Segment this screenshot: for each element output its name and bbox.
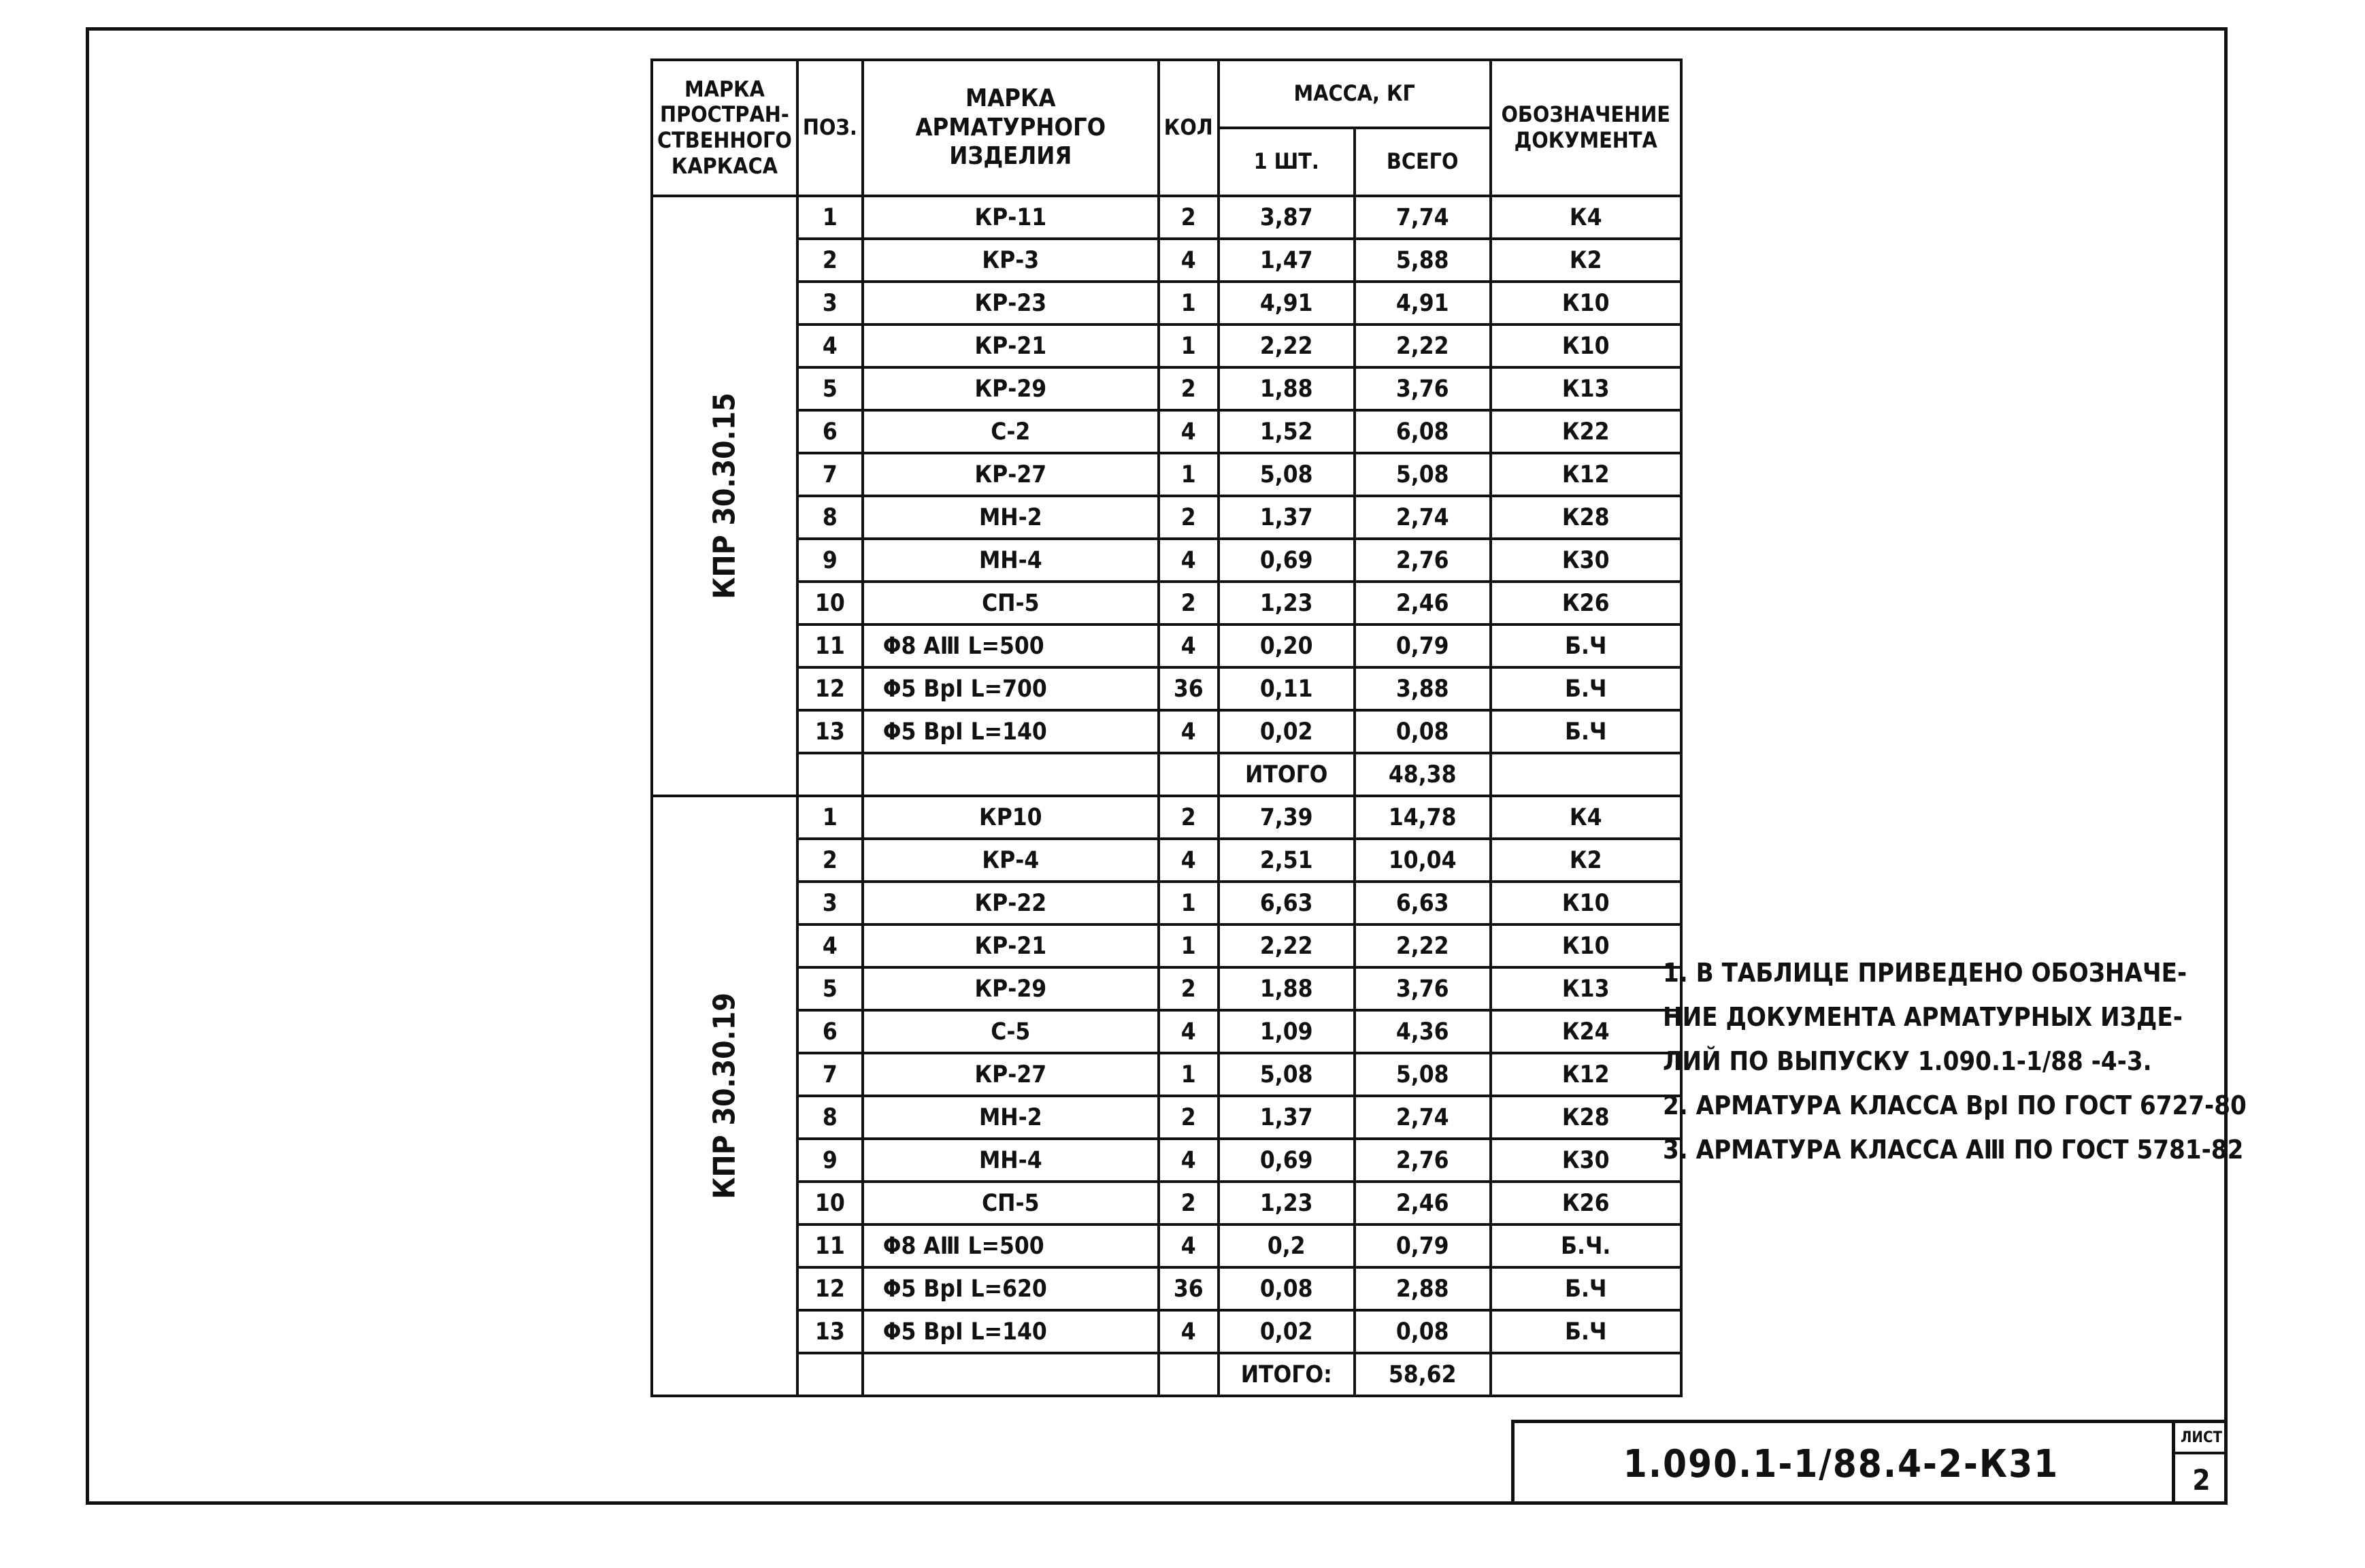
- cell-pos: 6: [797, 1010, 863, 1053]
- cell-pos: 3: [797, 282, 863, 324]
- cell-total-mass: 2,76: [1355, 1139, 1491, 1182]
- cell-mark: КР-21: [863, 324, 1159, 367]
- cell-total-mass: 0,79: [1355, 624, 1491, 667]
- cell-unit-mass: 6,63: [1219, 882, 1355, 924]
- note-line: ЛИЙ ПО ВЫПУСКУ 1.090.1-1/88 -4-3.: [1663, 1046, 2152, 1076]
- cell-qty: 2: [1159, 1096, 1219, 1139]
- header-mass-total: ВСЕГО: [1355, 128, 1491, 196]
- cell-unit-mass: 1,52: [1219, 410, 1355, 453]
- cell-qty: 2: [1159, 967, 1219, 1010]
- cell-mark: Φ5 ВрⅠ L=700: [863, 667, 1159, 710]
- cell-doc: К2: [1491, 239, 1681, 282]
- cell-unit-mass: 2,22: [1219, 924, 1355, 967]
- table-row: [652, 367, 1681, 410]
- header-qty: КОЛ: [1159, 60, 1219, 196]
- cell-qty: 4: [1159, 710, 1219, 753]
- cell-unit-mass: 5,08: [1219, 1053, 1355, 1096]
- cell-pos: 9: [797, 539, 863, 582]
- cell-mark: Φ8 АⅢ L=500: [863, 1224, 1159, 1267]
- document-code: 1.090.1-1/88.4-2-К31: [1623, 1441, 2060, 1486]
- cell-doc: К10: [1491, 324, 1681, 367]
- cell-doc: Б.Ч.: [1491, 1224, 1681, 1267]
- cell-qty: 36: [1159, 1267, 1219, 1310]
- cell-pos: 5: [797, 967, 863, 1010]
- table-row: [652, 667, 1681, 710]
- cell-unit-mass: 2,51: [1219, 839, 1355, 882]
- cell-mark: КР-27: [863, 453, 1159, 496]
- cell-mark: Φ5 ВрⅠ L=620: [863, 1267, 1159, 1310]
- cell-qty: 2: [1159, 496, 1219, 539]
- cell-qty: 1: [1159, 324, 1219, 367]
- cell-unit-mass: 0,69: [1219, 1139, 1355, 1182]
- table-row: [652, 967, 1681, 1010]
- header-pos: ПОЗ.: [797, 60, 863, 196]
- header-mass: МАССА, КГ: [1219, 60, 1491, 128]
- table-row: [652, 1310, 1681, 1353]
- cell-unit-mass: 5,08: [1219, 453, 1355, 496]
- cell-pos: 4: [797, 924, 863, 967]
- cell-pos: 9: [797, 1139, 863, 1182]
- cell-unit-mass: 0,69: [1219, 539, 1355, 582]
- cell-pos: 13: [797, 710, 863, 753]
- cell-pos: 12: [797, 667, 863, 710]
- table-row: [652, 1224, 1681, 1267]
- table-row: [652, 624, 1681, 667]
- table-row: [652, 1182, 1681, 1224]
- cell-qty: 4: [1159, 410, 1219, 453]
- cell-pos: 4: [797, 324, 863, 367]
- cell-total-mass: 2,76: [1355, 539, 1491, 582]
- note-line: 2. АРМАТУРА КЛАССА ВрⅠ ПО ГОСТ 6727-80: [1663, 1090, 2247, 1120]
- cell-qty: 1: [1159, 282, 1219, 324]
- cell-pos: 2: [797, 239, 863, 282]
- cell-total-mass: 3,76: [1355, 367, 1491, 410]
- frame-mark-label: КПР 30.30.15: [707, 393, 742, 599]
- cell-total-mass: 10,04: [1355, 839, 1491, 882]
- cell-mark: СП-5: [863, 1182, 1159, 1224]
- table-row: [652, 196, 1681, 239]
- cell-total-mass: 5,08: [1355, 453, 1491, 496]
- cell-unit-mass: 7,39: [1219, 796, 1355, 839]
- cell-pos: 7: [797, 1053, 863, 1096]
- cell-total-mass: 3,76: [1355, 967, 1491, 1010]
- cell-pos: 3: [797, 882, 863, 924]
- cell-total-mass: 2,46: [1355, 1182, 1491, 1224]
- cell-total-mass: 4,91: [1355, 282, 1491, 324]
- cell-total-mass: 4,36: [1355, 1010, 1491, 1053]
- cell-unit-mass: 3,87: [1219, 196, 1355, 239]
- cell-total-mass: 0,08: [1355, 710, 1491, 753]
- cell-doc: К12: [1491, 453, 1681, 496]
- cell-empty: [1491, 1353, 1681, 1396]
- cell-total-mass: 2,22: [1355, 924, 1491, 967]
- cell-doc: К26: [1491, 582, 1681, 624]
- table-row: [652, 1096, 1681, 1139]
- cell-total-mass: 2,74: [1355, 1096, 1491, 1139]
- cell-doc: К12: [1491, 1053, 1681, 1096]
- cell-qty: 2: [1159, 796, 1219, 839]
- header-doc: ОБОЗНАЧЕНИЕ ДОКУМЕНТА: [1491, 60, 1681, 196]
- cell-pos: 6: [797, 410, 863, 453]
- cell-total-mass: 6,08: [1355, 410, 1491, 453]
- cell-total-mass: 2,88: [1355, 1267, 1491, 1310]
- cell-qty: 4: [1159, 624, 1219, 667]
- cell-empty: [797, 753, 863, 796]
- cell-unit-mass: 1,23: [1219, 582, 1355, 624]
- cell-empty: [1159, 1353, 1219, 1396]
- cell-unit-mass: 0,02: [1219, 1310, 1355, 1353]
- cell-doc: К2: [1491, 839, 1681, 882]
- cell-qty: 4: [1159, 539, 1219, 582]
- cell-mark: СП-5: [863, 582, 1159, 624]
- cell-doc: К13: [1491, 967, 1681, 1010]
- cell-total-mass: 14,78: [1355, 796, 1491, 839]
- cell-doc: Б.Ч: [1491, 624, 1681, 667]
- cell-pos: 8: [797, 496, 863, 539]
- note-line: 3. АРМАТУРА КЛАССА АⅢ ПО ГОСТ 5781-82: [1663, 1135, 2244, 1165]
- total-label: ИТОГО: [1219, 753, 1355, 796]
- cell-doc: К4: [1491, 196, 1681, 239]
- cell-doc: К24: [1491, 1010, 1681, 1053]
- cell-doc: К30: [1491, 1139, 1681, 1182]
- cell-qty: 4: [1159, 1310, 1219, 1353]
- header-item-mark: МАРКА АРМАТУРНОГО ИЗДЕЛИЯ: [863, 60, 1159, 196]
- cell-unit-mass: 1,09: [1219, 1010, 1355, 1053]
- cell-pos: 7: [797, 453, 863, 496]
- cell-mark: С-5: [863, 1010, 1159, 1053]
- table-row: [652, 710, 1681, 753]
- cell-doc: К4: [1491, 796, 1681, 839]
- title-block: [1511, 1420, 2228, 1505]
- cell-doc: Б.Ч: [1491, 710, 1681, 753]
- cell-mark: КР-29: [863, 967, 1159, 1010]
- cell-unit-mass: 0,20: [1219, 624, 1355, 667]
- cell-unit-mass: 0,08: [1219, 1267, 1355, 1310]
- table-row: [652, 839, 1681, 882]
- cell-mark: С-2: [863, 410, 1159, 453]
- cell-doc: Б.Ч: [1491, 1267, 1681, 1310]
- cell-total-mass: 3,88: [1355, 667, 1491, 710]
- notes: [1663, 951, 2247, 1172]
- table-row: [652, 1267, 1681, 1310]
- cell-total-mass: 5,88: [1355, 239, 1491, 282]
- cell-unit-mass: 1,37: [1219, 496, 1355, 539]
- cell-qty: 2: [1159, 1182, 1219, 1224]
- cell-pos: 10: [797, 1182, 863, 1224]
- cell-doc: К28: [1491, 1096, 1681, 1139]
- cell-unit-mass: 0,02: [1219, 710, 1355, 753]
- table-row: [652, 1139, 1681, 1182]
- cell-mark: КР-21: [863, 924, 1159, 967]
- cell-qty: 4: [1159, 839, 1219, 882]
- cell-mark: МН-2: [863, 1096, 1159, 1139]
- cell-qty: 4: [1159, 1139, 1219, 1182]
- table-row: [652, 282, 1681, 324]
- frame-mark-cell: [652, 796, 797, 1396]
- cell-unit-mass: 4,91: [1219, 282, 1355, 324]
- cell-qty: 1: [1159, 453, 1219, 496]
- cell-unit-mass: 1,23: [1219, 1182, 1355, 1224]
- cell-doc: Б.Ч: [1491, 1310, 1681, 1353]
- specification-table: [650, 59, 1683, 1397]
- sheet-label: ЛИСТ: [2175, 1423, 2228, 1454]
- cell-pos: 13: [797, 1310, 863, 1353]
- cell-total-mass: 2,22: [1355, 324, 1491, 367]
- table-row: [652, 1053, 1681, 1096]
- cell-pos: 5: [797, 367, 863, 410]
- sheet-box: [2172, 1423, 2228, 1505]
- cell-doc: К22: [1491, 410, 1681, 453]
- cell-total-mass: 2,46: [1355, 582, 1491, 624]
- table-row: [652, 324, 1681, 367]
- cell-total-mass: 5,08: [1355, 1053, 1491, 1096]
- note-line: 1. В ТАБЛИЦЕ ПРИВЕДЕНО ОБОЗНАЧЕ-: [1663, 958, 2187, 988]
- table-row: [652, 410, 1681, 453]
- cell-doc: К10: [1491, 924, 1681, 967]
- cell-qty: 2: [1159, 367, 1219, 410]
- cell-mark: КР-29: [863, 367, 1159, 410]
- table-row: [652, 882, 1681, 924]
- cell-empty: [863, 753, 1159, 796]
- cell-doc: Б.Ч: [1491, 667, 1681, 710]
- cell-unit-mass: 1,37: [1219, 1096, 1355, 1139]
- cell-mark: КР-11: [863, 196, 1159, 239]
- cell-doc: К10: [1491, 282, 1681, 324]
- cell-unit-mass: 1,47: [1219, 239, 1355, 282]
- cell-doc: К13: [1491, 367, 1681, 410]
- cell-pos: 11: [797, 1224, 863, 1267]
- table-row: [652, 496, 1681, 539]
- cell-total-mass: 2,74: [1355, 496, 1491, 539]
- cell-doc: К30: [1491, 539, 1681, 582]
- cell-doc: К10: [1491, 882, 1681, 924]
- total-row: [652, 1353, 1681, 1396]
- cell-mark: КР-4: [863, 839, 1159, 882]
- cell-qty: 1: [1159, 1053, 1219, 1096]
- cell-pos: 11: [797, 624, 863, 667]
- cell-qty: 4: [1159, 1224, 1219, 1267]
- cell-mark: КР-22: [863, 882, 1159, 924]
- cell-empty: [1491, 753, 1681, 796]
- table-row: [652, 453, 1681, 496]
- cell-doc: К28: [1491, 496, 1681, 539]
- cell-total-mass: 0,08: [1355, 1310, 1491, 1353]
- cell-pos: 8: [797, 1096, 863, 1139]
- table-row: [652, 1010, 1681, 1053]
- cell-unit-mass: 2,22: [1219, 324, 1355, 367]
- cell-total-mass: 7,74: [1355, 196, 1491, 239]
- cell-qty: 4: [1159, 1010, 1219, 1053]
- total-row: [652, 753, 1681, 796]
- cell-pos: 2: [797, 839, 863, 882]
- cell-empty: [863, 1353, 1159, 1396]
- cell-total-mass: 6,63: [1355, 882, 1491, 924]
- cell-mark: МН-2: [863, 496, 1159, 539]
- cell-mark: МН-4: [863, 1139, 1159, 1182]
- cell-mark: КР-27: [863, 1053, 1159, 1096]
- cell-pos: 10: [797, 582, 863, 624]
- table-row: [652, 582, 1681, 624]
- cell-doc: К26: [1491, 1182, 1681, 1224]
- cell-mark: МН-4: [863, 539, 1159, 582]
- header-mass-unit: 1 ШТ.: [1219, 128, 1355, 196]
- sheet-number: 2: [2192, 1463, 2211, 1497]
- cell-total-mass: 0,79: [1355, 1224, 1491, 1267]
- table-row: [652, 539, 1681, 582]
- cell-pos: 1: [797, 196, 863, 239]
- cell-unit-mass: 1,88: [1219, 367, 1355, 410]
- cell-qty: 1: [1159, 924, 1219, 967]
- cell-mark: Φ5 ВрⅠ L=140: [863, 1310, 1159, 1353]
- cell-pos: 12: [797, 1267, 863, 1310]
- cell-unit-mass: 0,2: [1219, 1224, 1355, 1267]
- cell-qty: 36: [1159, 667, 1219, 710]
- cell-mark: КР10: [863, 796, 1159, 839]
- cell-mark: Φ8 АⅢ L=500: [863, 624, 1159, 667]
- cell-pos: 1: [797, 796, 863, 839]
- cell-unit-mass: 1,88: [1219, 967, 1355, 1010]
- header-frame-mark: МАРКА ПРОСТРАН-СТВЕННОГО КАРКАСА: [652, 60, 797, 196]
- cell-empty: [797, 1353, 863, 1396]
- table-row: [652, 796, 1681, 839]
- cell-qty: 2: [1159, 582, 1219, 624]
- cell-qty: 1: [1159, 882, 1219, 924]
- frame-mark-label: КПР 30.30.19: [707, 992, 742, 1199]
- table-row: [652, 924, 1681, 967]
- cell-qty: 4: [1159, 239, 1219, 282]
- cell-mark: КР-23: [863, 282, 1159, 324]
- cell-empty: [1159, 753, 1219, 796]
- total-value: 58,62: [1355, 1353, 1491, 1396]
- cell-mark: Φ5 ВрⅠ L=140: [863, 710, 1159, 753]
- cell-qty: 2: [1159, 196, 1219, 239]
- cell-mark: КР-3: [863, 239, 1159, 282]
- cell-unit-mass: 0,11: [1219, 667, 1355, 710]
- table-row: [652, 239, 1681, 282]
- frame-mark-cell: [652, 196, 797, 796]
- total-label: ИТОГО:: [1219, 1353, 1355, 1396]
- total-value: 48,38: [1355, 753, 1491, 796]
- note-line: НИЕ ДОКУМЕНТА АРМАТУРНЫХ ИЗДЕ-: [1663, 1002, 2183, 1032]
